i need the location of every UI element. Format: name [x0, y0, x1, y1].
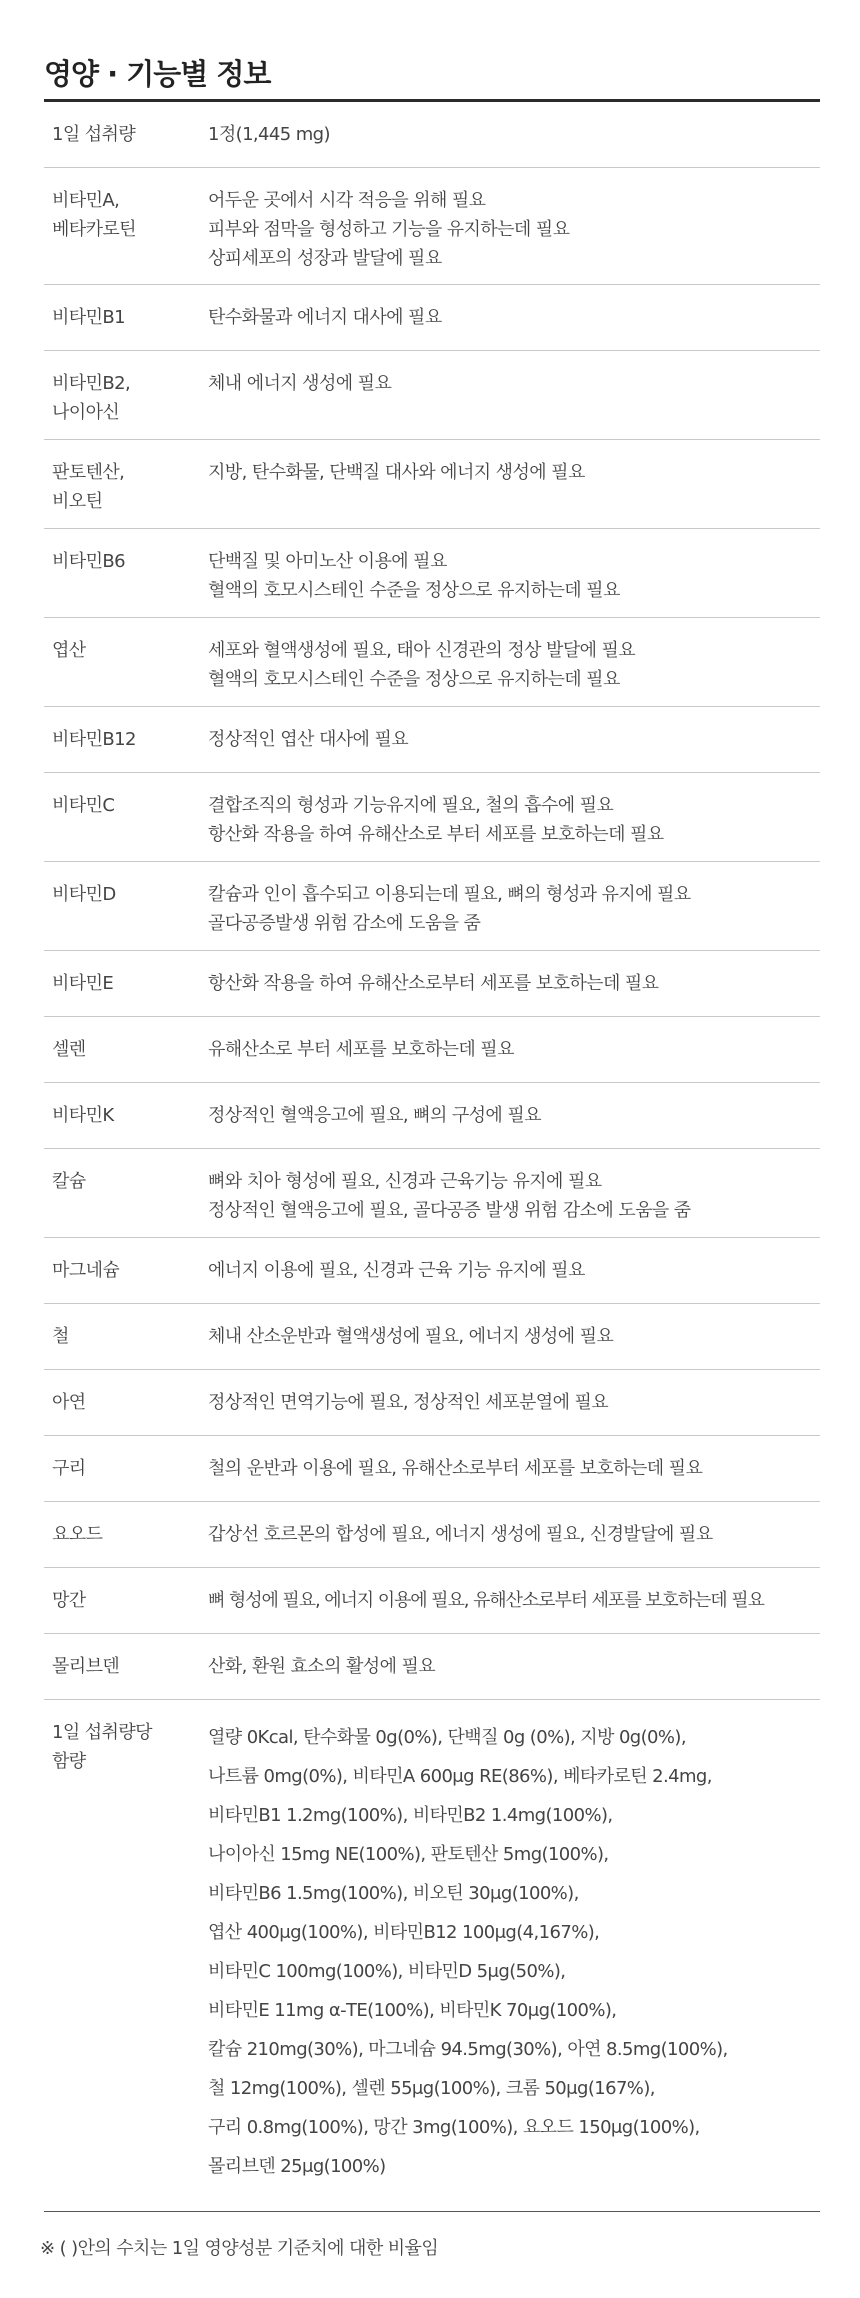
table-row — [44, 1568, 820, 1634]
row-label: 칼슘 — [52, 1171, 86, 1192]
row-description: 갑상선 호르몬의 합성에 필요, 에너지 생성에 필요, 신경발달에 필요 — [208, 1524, 713, 1545]
row-label: 비타민K — [52, 1105, 114, 1126]
row-description: 정상적인 엽산 대사에 필요 — [208, 729, 409, 750]
row-label: 몰리브덴 — [52, 1656, 120, 1677]
row-description: 열량 0Kcal, 탄수화물 0g(0%), 단백질 0g (0%), 지방 0g(0%), 나트륨 0mg(0%), 비타민A 600μg RE(86%), 베타카로틴 2.4mg, 비타민B1 1.2mg(100%), 비타민B2 1.4mg(100%), 나이아신 15mg NE(100%), 판토텐산 5mg(100%), 비타민B6 1.5mg(100%), 비오틴 30μg(100%), 엽산 400μg(100%), 비타민B12 100μg(4,167%), 비타민C 100mg(100%), 비타민D 5μg(50%), 비타민E 11mg α-TE(100%), 비타민K 70μg(100%), 칼슘 210mg(30%), 마그네슘 94.5mg(30%), 아연 8.5mg(100%), 철 12mg(100%), 셀렌 55μg(100%), 크롬 50μg(167%), 구리 0.8mg(100%), 망간 3mg(100%), 요오드 150μg(100%), 몰리브덴 25μg(100%) — [208, 1727, 728, 2177]
row-description: 결합조직의 형성과 기능유지에 필요, 철의 흡수에 필요 항산화 작용을 하여 유해산소로 부터 세포를 보호하는데 필요 — [208, 795, 664, 845]
row-label: 엽산 — [52, 640, 86, 661]
table-row — [44, 351, 820, 440]
table-row — [44, 1370, 820, 1436]
table-row — [44, 102, 820, 168]
table-row — [44, 440, 820, 529]
nutrition-table — [44, 102, 820, 2212]
row-label: 비타민B6 — [52, 551, 125, 572]
row-description: 뼈 형성에 필요, 에너지 이용에 필요, 유해산소로부터 세포를 보호하는데 필요 — [208, 1590, 764, 1611]
row-description: 에너지 이용에 필요, 신경과 근육 기능 유지에 필요 — [208, 1260, 585, 1281]
row-description: 칼슘과 인이 흡수되고 이용되는데 필요, 뼈의 형성과 유지에 필요 골다공증발생 위험 감소에 도움을 줌 — [208, 884, 691, 934]
row-description: 체내 에너지 생성에 필요 — [208, 373, 392, 394]
row-description: 산화, 환원 효소의 활성에 필요 — [208, 1656, 436, 1677]
row-label: 셀렌 — [52, 1039, 86, 1060]
table-row — [44, 1634, 820, 1700]
table-row — [44, 1436, 820, 1502]
row-description: 정상적인 혈액응고에 필요, 뼈의 구성에 필요 — [208, 1105, 541, 1126]
table-row — [44, 1017, 820, 1083]
row-label: 비타민D — [52, 884, 116, 905]
table-row — [44, 862, 820, 951]
row-description: 세포와 혈액생성에 필요, 태아 신경관의 정상 발달에 필요 혈액의 호모시스테인 수준을 정상으로 유지하는데 필요 — [208, 640, 636, 690]
footnote: ※ ( )안의 수치는 1일 영양성분 기준치에 대한 비율임 — [40, 2238, 439, 2259]
row-description: 정상적인 면역기능에 필요, 정상적인 세포분열에 필요 — [208, 1392, 609, 1413]
table-row — [44, 529, 820, 618]
row-description: 유해산소로 부터 세포를 보호하는데 필요 — [208, 1039, 514, 1060]
row-description: 1정(1,445 mg) — [208, 124, 330, 145]
row-description: 체내 산소운반과 혈액생성에 필요, 에너지 생성에 필요 — [208, 1326, 614, 1347]
table-row — [44, 1238, 820, 1304]
row-label: 비타민B2, 나이아신 — [52, 373, 131, 423]
row-label: 철 — [52, 1326, 69, 1347]
table-row — [44, 1700, 820, 2212]
table-row — [44, 1083, 820, 1149]
row-label: 비타민B1 — [52, 307, 125, 328]
table-row — [44, 1149, 820, 1238]
row-label: 비타민A, 베타카로틴 — [52, 190, 136, 240]
table-row — [44, 618, 820, 707]
row-label: 아연 — [52, 1392, 86, 1413]
row-description: 지방, 탄수화물, 단백질 대사와 에너지 생성에 필요 — [208, 462, 585, 483]
row-label: 1일 섭취량 — [52, 124, 136, 145]
row-label: 비타민C — [52, 795, 115, 816]
table-row — [44, 773, 820, 862]
row-label: 1일 섭취량당 함량 — [52, 1722, 152, 1772]
row-label: 비타민E — [52, 973, 114, 994]
table-row — [44, 285, 820, 351]
row-label: 망간 — [52, 1590, 86, 1611]
row-label: 구리 — [52, 1458, 86, 1479]
page-title: 영양 · 기능별 정보 — [44, 0, 820, 102]
row-label: 비타민B12 — [52, 729, 136, 750]
table-row — [44, 951, 820, 1017]
row-description: 단백질 및 아미노산 이용에 필요 혈액의 호모시스테인 수준을 정상으로 유지하는데 필요 — [208, 551, 620, 601]
table-row — [44, 168, 820, 285]
row-description: 항산화 작용을 하여 유해산소로부터 세포를 보호하는데 필요 — [208, 973, 659, 994]
row-label: 마그네슘 — [52, 1260, 120, 1281]
row-label: 요오드 — [52, 1524, 103, 1545]
row-label: 판토텐산, 비오틴 — [52, 462, 125, 512]
row-description: 탄수화물과 에너지 대사에 필요 — [208, 307, 442, 328]
table-row — [44, 1502, 820, 1568]
row-description: 철의 운반과 이용에 필요, 유해산소로부터 세포를 보호하는데 필요 — [208, 1458, 703, 1479]
row-description: 어두운 곳에서 시각 적응을 위해 필요 피부와 점막을 형성하고 기능을 유지하는데 필요 상피세포의 성장과 발달에 필요 — [208, 190, 570, 269]
table-row — [44, 1304, 820, 1370]
table-row — [44, 707, 820, 773]
row-description: 뼈와 치아 형성에 필요, 신경과 근육기능 유지에 필요 정상적인 혈액응고에 필요, 골다공증 발생 위험 감소에 도움을 줌 — [208, 1171, 691, 1221]
